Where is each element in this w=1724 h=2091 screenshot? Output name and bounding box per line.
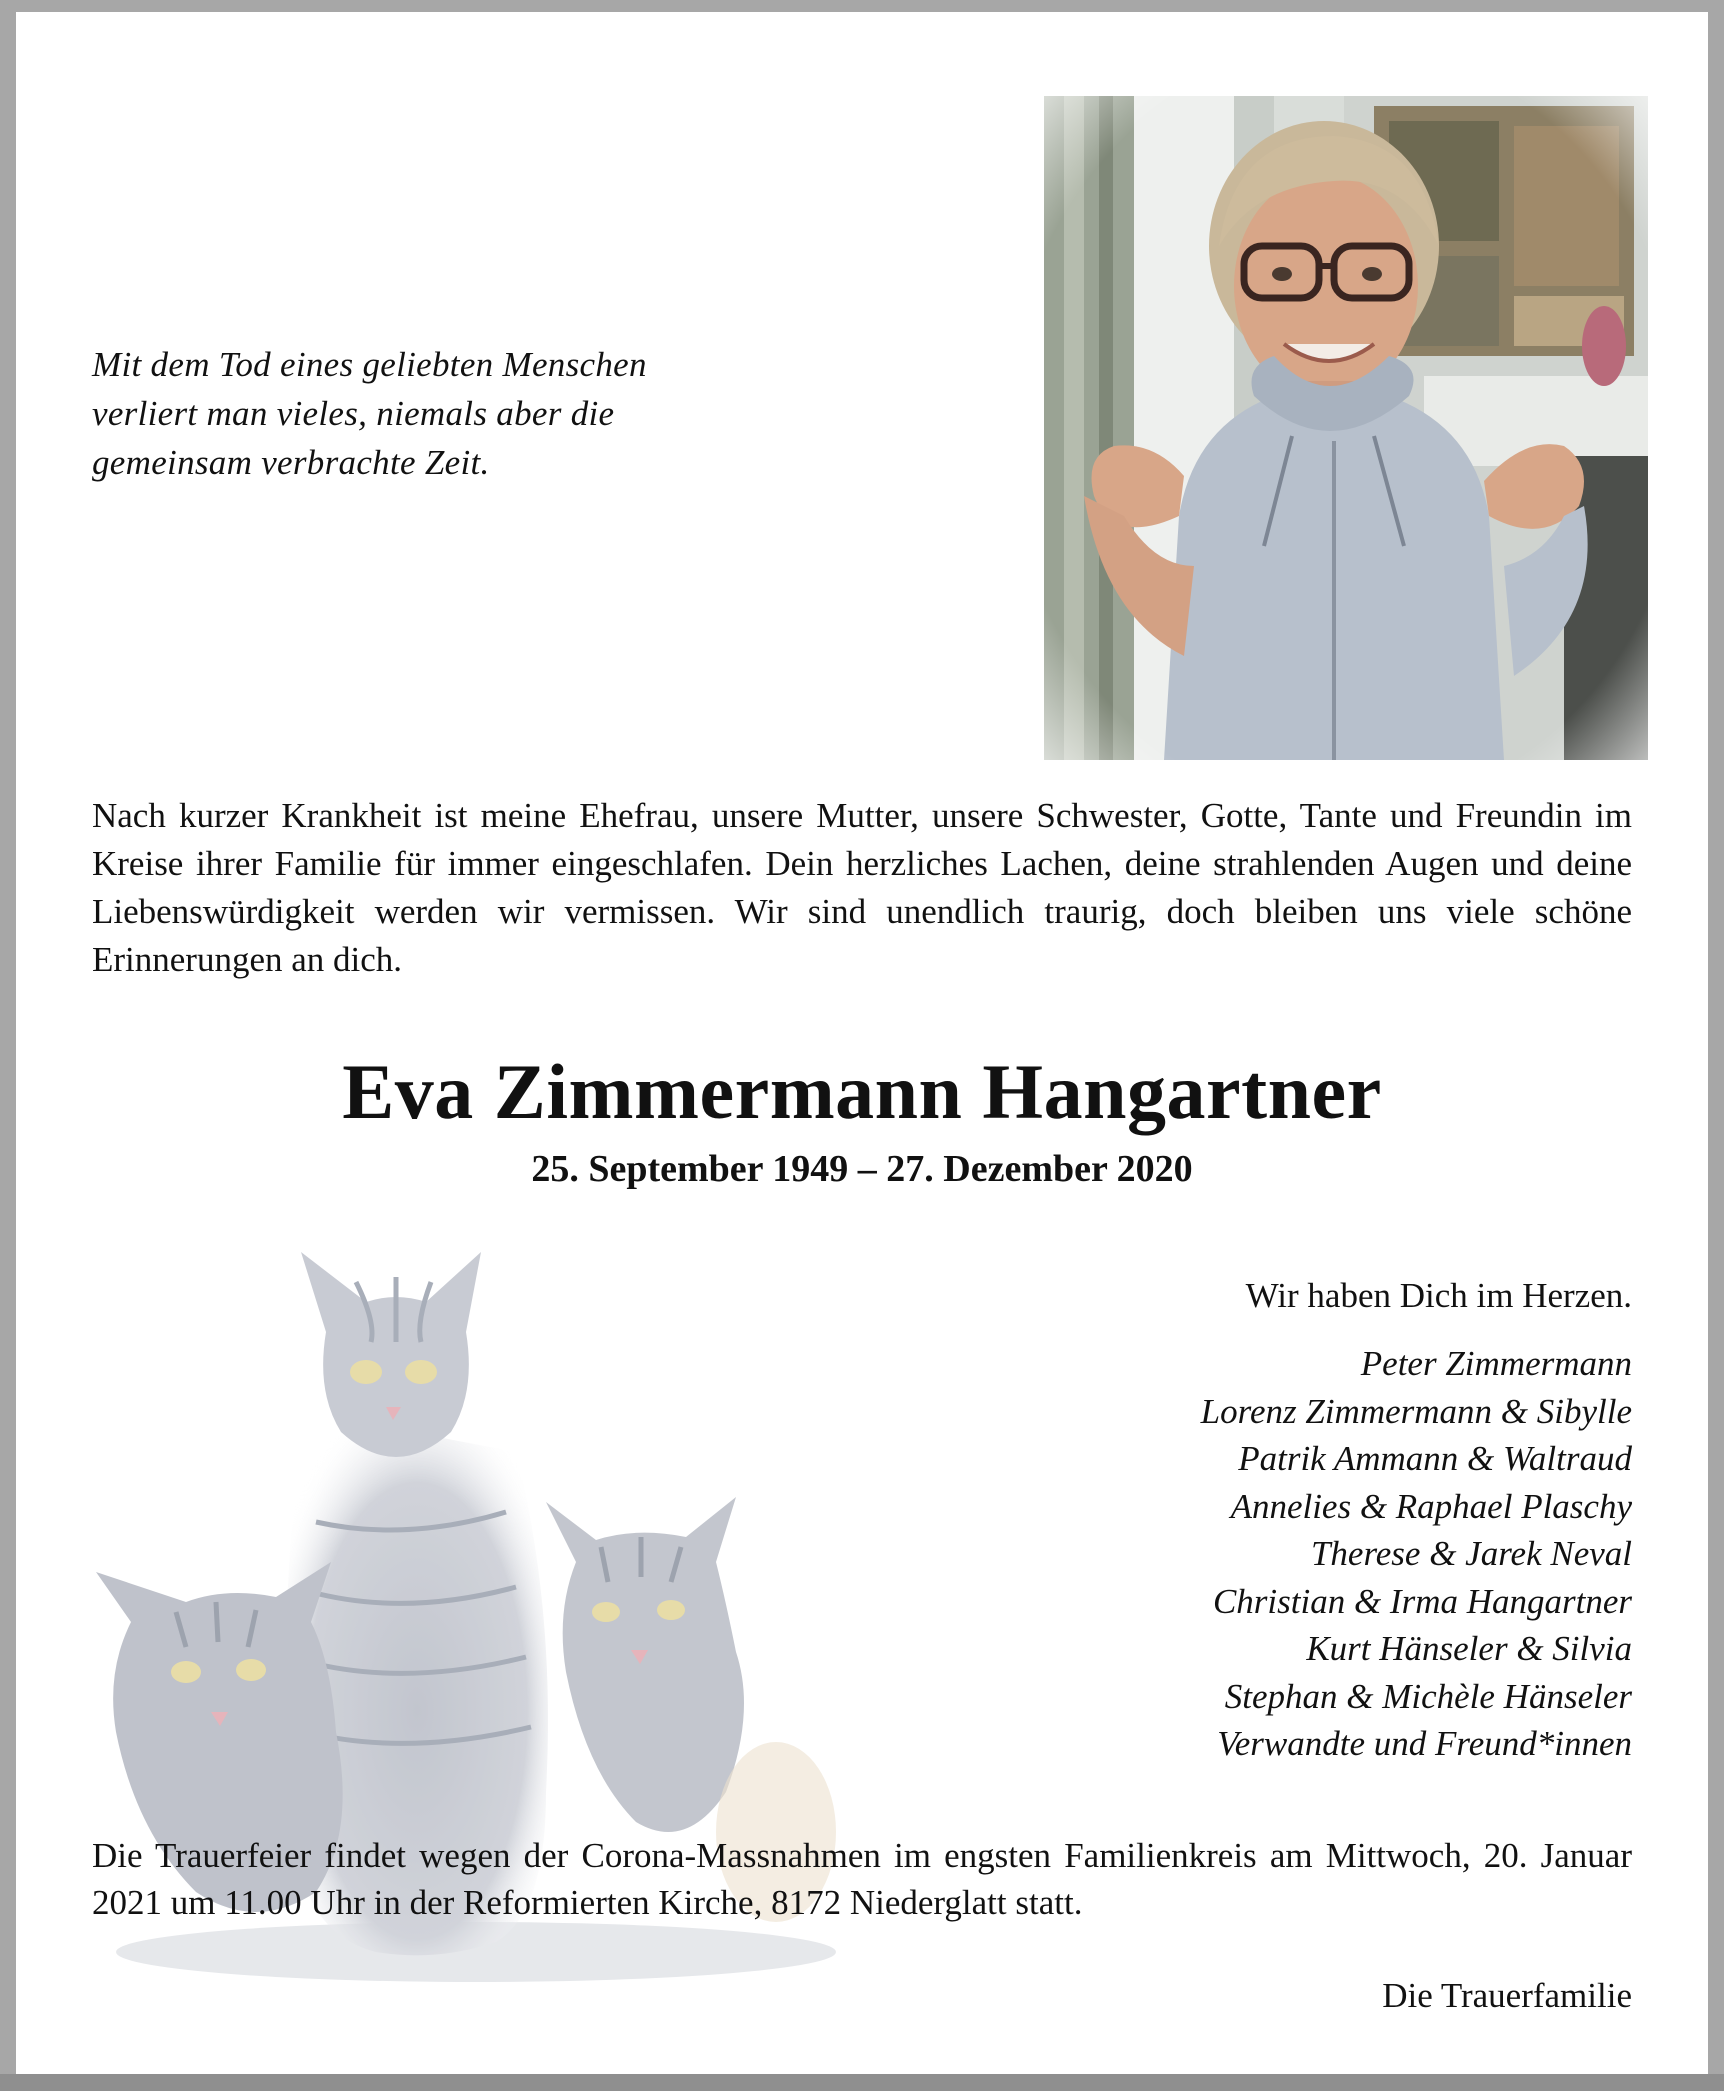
heart-line: Wir haben Dich im Herzen. (1245, 1276, 1632, 1315)
quote-line: gemeinsam verbrachte Zeit. (92, 443, 490, 482)
mourner-name: Stephan & Michèle Hänseler (1224, 1676, 1632, 1716)
quote-line: Mit dem Tod eines geliebten Menschen (92, 345, 647, 384)
quote-line: verliert man vieles, niemals aber die (92, 394, 615, 433)
portrait-photo (1044, 96, 1648, 760)
intro-paragraph: Nach kurzer Krankheit ist meine Ehefrau, unsere Mutter, unsere Schwester, Gotte, Tante und Freundin im Kreise ihrer Familie für immer eingeschlafen. Dein herzliches Lachen, deine strahlenden Augen und deine Liebenswürdigkeit werden wir vermissen. Wir sind unendlich traurig, doch bleiben uns viele schöne Erinnerungen an dich. (92, 796, 1632, 979)
deceased-name: Eva Zimmermann Hangartner (342, 1048, 1382, 1135)
memorial-quote (92, 340, 812, 487)
signoff: Die Trauerfamilie (1382, 1976, 1632, 2015)
mourner-name: Patrik Ammann & Waltraud (1238, 1439, 1632, 1478)
mourner-name: Lorenz Zimmermann & Sibylle (1200, 1391, 1632, 1431)
life-dates: 25. September 1949 – 27. Dezember 2020 (531, 1148, 1193, 1190)
mourner-name: Kurt Hänseler & Silvia (1306, 1629, 1632, 1668)
mourner-name: Peter Zimmermann (1360, 1344, 1632, 1383)
ceremony-notice: Die Trauerfeier findet wegen der Corona-Massnahmen im engsten Familienkreis am Mittwoch, 20. Januar 2021 um 11.00 Uhr in der Reformierten Kirche, 8172 Niederglatt statt. (92, 1836, 1632, 1922)
mourners-list (1201, 1340, 1632, 1768)
mourner-name: Annelies & Raphael Plaschy (1230, 1486, 1632, 1526)
obituary-card (16, 12, 1708, 2074)
mourner-name: Christian & Irma Hangartner (1212, 1581, 1632, 1621)
mourner-name: Therese & Jarek Neval (1310, 1534, 1632, 1573)
page-bottom-edge (0, 2074, 1724, 2091)
mourner-name: Verwandte und Freund*innen (1217, 1724, 1632, 1763)
